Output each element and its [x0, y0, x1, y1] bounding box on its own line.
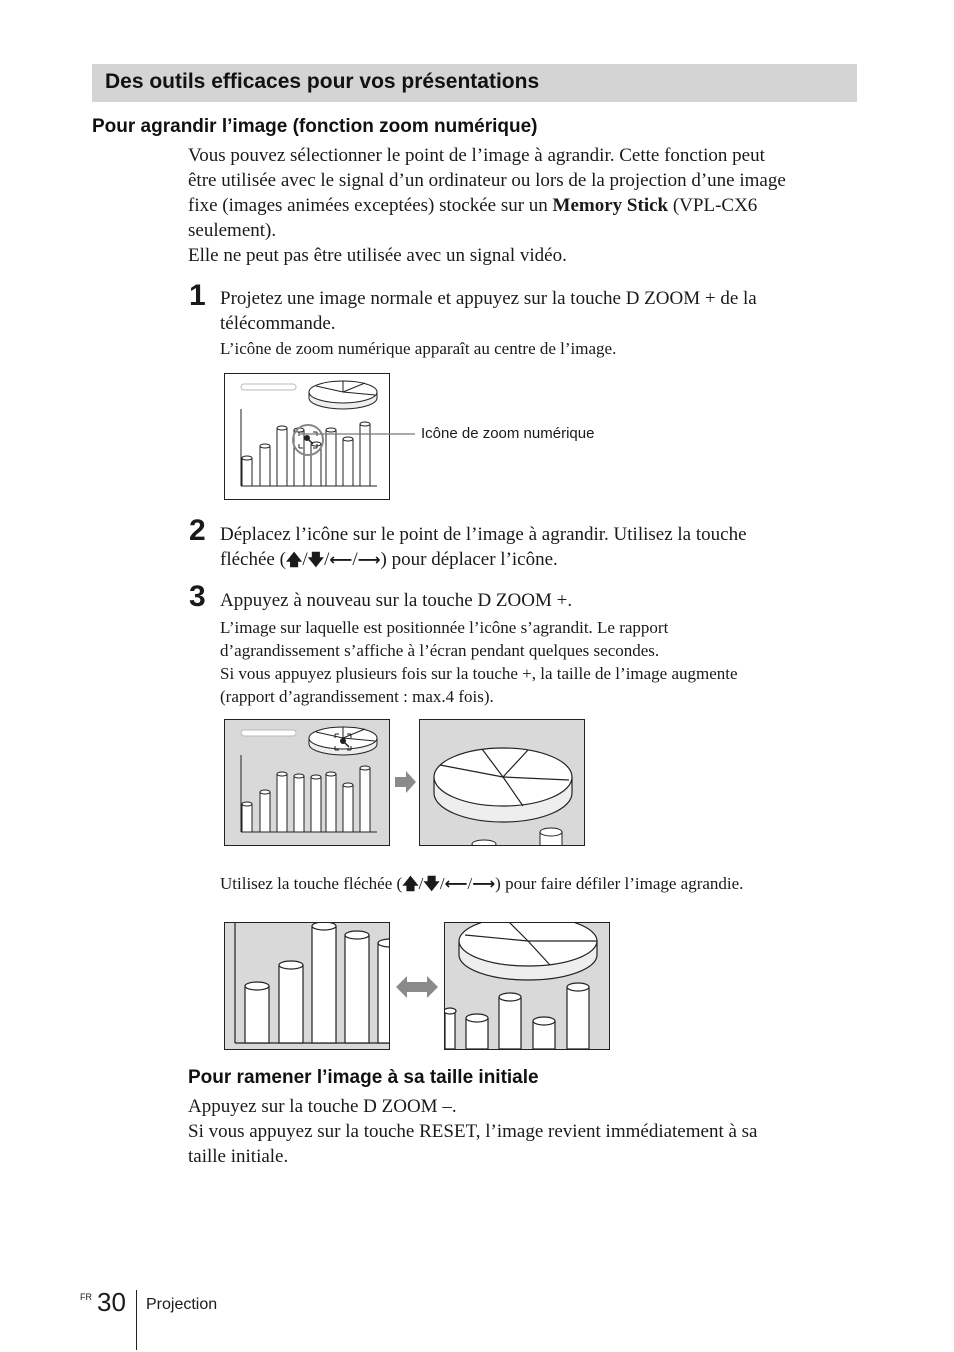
right-arrow-icon: ⟶ — [472, 874, 496, 893]
step-1-note: L’icône de zoom numérique apparaît au centre de l’image. — [220, 339, 617, 358]
footer-divider — [136, 1290, 137, 1350]
scroll-right-figure — [444, 922, 610, 1050]
reset-heading: Pour ramener l’image à sa taille initiale — [188, 1067, 539, 1088]
zoom-before-figure — [224, 719, 390, 846]
zoom-after-figure — [419, 719, 585, 846]
left-arrow-icon: ⟵ — [444, 874, 468, 893]
double-arrow-icon — [395, 974, 439, 1000]
page-number: 30 — [97, 1287, 126, 1317]
zoom-heading: Pour agrandir l’image (fonction zoom numérique) — [92, 116, 538, 137]
up-arrow-icon: 🡅 — [402, 874, 419, 893]
intro-line: Elle ne peut pas être utilisée avec un signal vidéo. — [188, 245, 567, 266]
section-title: Des outils efficaces pour vos présentations — [105, 70, 540, 93]
memory-stick-term: Memory Stick — [552, 195, 669, 216]
step-3-note: L’image sur laquelle est positionnée l’icône s’agrandit. Le rapport d’agrandissement s’affiche à l’écran pendant quelques secondes. Si vous appuyez plusieurs fois sur la touche +, la taille de l’image augmente (rapport d’agrandissement : max.4 fois). — [220, 618, 738, 706]
footer-lang: FR — [80, 1292, 92, 1302]
step-number: 2 — [189, 514, 206, 547]
scroll-left-figure — [224, 922, 390, 1050]
down-arrow-icon: 🡇 — [307, 550, 325, 569]
pie-chart-figure — [420, 720, 584, 845]
intro-line: être utilisée avec le signal d’un ordinateur ou lors de la projection d’une image — [188, 170, 786, 191]
left-arrow-icon: ⟵ — [329, 550, 353, 569]
right-arrow-icon: ⟶ — [357, 550, 381, 569]
step-3-text: Appuyez à nouveau sur la touche D ZOOM +. — [220, 590, 573, 611]
step-number: 3 — [189, 580, 206, 613]
up-arrow-icon: 🡅 — [285, 550, 303, 569]
section-header — [92, 64, 857, 102]
step-2-text: Déplacez l’icône sur le point de l’image à agrandir. Utilisez la touche fléchée (🡅/🡇/⟵/⟶) pour déplacer l’icône. — [220, 524, 747, 570]
intro-line: Vous pouvez sélectionner le point de l’image à agrandir. Cette fonction peut — [188, 145, 765, 166]
right-arrow-icon — [393, 770, 417, 794]
bar-chart-figure — [225, 720, 389, 845]
down-arrow-icon: 🡇 — [423, 874, 440, 893]
pie-chart-figure — [445, 923, 609, 1049]
callout-line — [300, 426, 420, 442]
intro-line: fixe (images animées exceptées) stockée sur un Memory Stick (VPL-CX6 — [188, 195, 758, 216]
zoom-icon-callout: Icône de zoom numérique — [421, 425, 595, 442]
step-1-text: Projetez une image normale et appuyez sur la touche D ZOOM + de la télécommande. — [220, 288, 757, 334]
footer-section: Projection — [146, 1296, 218, 1313]
intro-line: seulement). — [188, 220, 277, 241]
scroll-note: Utilisez la touche fléchée (🡅/🡇/⟵/⟶) pour faire défiler l’image agrandie. — [220, 874, 744, 893]
reset-paragraph: Appuyez sur la touche D ZOOM –. Si vous appuyez sur la touche RESET, l’image revient immédiatement à sa taille initiale. — [188, 1096, 758, 1167]
intro-paragraph — [188, 143, 868, 268]
pie-chart-figure — [309, 381, 377, 409]
step-number: 1 — [189, 279, 206, 312]
bar-chart-figure — [225, 923, 389, 1049]
